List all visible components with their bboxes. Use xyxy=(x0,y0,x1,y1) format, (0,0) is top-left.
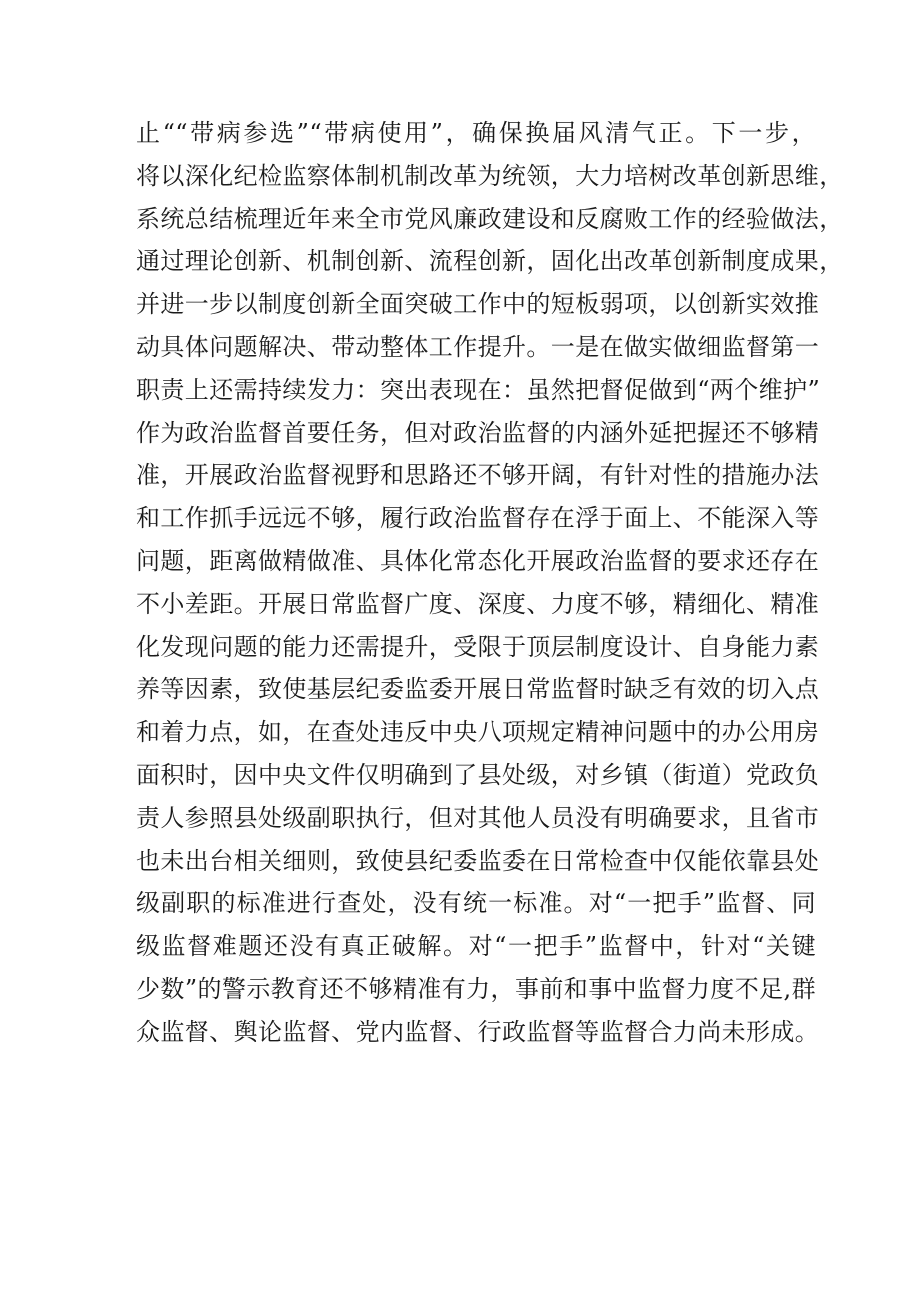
text-line: 众监督、舆论监督、党内监督、行政监督等监督合力尚未形成。 xyxy=(136,1017,820,1046)
text-line: 和工作抓手远远不够，履行政治监督存在浮于面上、不能深入等 xyxy=(136,504,820,533)
text-line: 责人参照县处级副职执行，但对其他人员没有明确要求，且省市 xyxy=(136,803,820,832)
text-line: 职责上还需持续发力：突出表现在：虽然把督促做到“两个维护” xyxy=(136,375,821,404)
text-line: 也未出台相关细则，致使县纪委监委在日常检查中仅能依靠县处 xyxy=(136,846,820,875)
text-line: 并进一步以制度创新全面突破工作中的短板弱项，以创新实效推 xyxy=(136,290,820,319)
text-line: 不小差距。开展日常监督广度、深度、力度不够，精细化、精准 xyxy=(136,589,820,618)
text-line: 级监督难题还没有真正破解。对“一把手”监督中，针对“关键 xyxy=(136,932,816,961)
text-line: 级副职的标准进行查处，没有统一标准。对“一把手”监督、同 xyxy=(136,889,816,918)
text-line: 化发现问题的能力还需提升，受限于顶层制度设计、自身能力素 xyxy=(136,632,820,661)
text-line: 少数”的警示教育还不够精准有力，事前和事中监督力度不足,群 xyxy=(136,974,816,1003)
text-line: 止““带病参选”“带病使用”，确保换届风清气正。下一步， xyxy=(136,119,816,147)
text-line: 面积时，因中央文件仅明确到了县处级，对乡镇（街道）党政负 xyxy=(136,760,820,789)
text-line: 准，开展政治监督视野和思路还不够开阔，有针对性的措施办法 xyxy=(136,461,820,490)
text-line: 养等因素，致使基层纪委监委开展日常监督时缺乏有效的切入点 xyxy=(136,675,820,704)
body-paragraph xyxy=(136,112,844,1054)
text-line: 和着力点，如，在查处违反中央八项规定精神问题中的办公用房 xyxy=(136,718,820,747)
text-line: 系统总结梳理近年来全市党风廉政建设和反腐败工作的经验做法， xyxy=(136,204,844,233)
text-line: 作为政治监督首要任务，但对政治监督的内涵外延把握还不够精 xyxy=(136,418,820,447)
text-line: 动具体问题解决、带动整体工作提升。一是在做实做细监督第一 xyxy=(136,332,820,361)
text-line: 问题，距离做精做准、具体化常态化开展政治监督的要求还存在 xyxy=(136,546,820,575)
text-line: 通过理论创新、机制创新、流程创新，固化出改革创新制度成果， xyxy=(136,247,844,276)
text-line: 将以深化纪检监察体制机制改革为统领，大力培树改革创新思维， xyxy=(136,161,844,190)
